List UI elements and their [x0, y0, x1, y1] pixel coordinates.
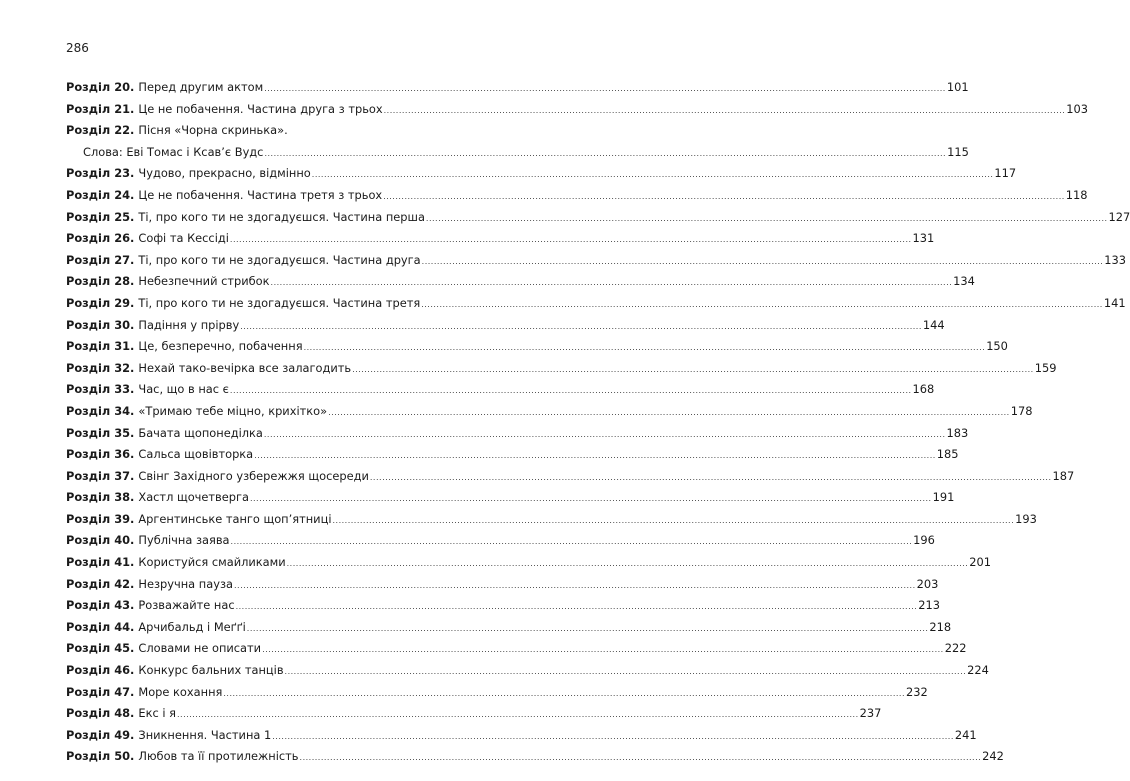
toc-page-number: 178	[1010, 403, 1033, 418]
toc-chapter-title: Екс і я	[138, 706, 176, 721]
toc-page-number: 193	[1015, 511, 1037, 526]
toc-chapter-label: Розділ 36.	[66, 447, 135, 462]
toc-page-number: 159	[1034, 360, 1057, 375]
toc-page-number: 196	[913, 533, 935, 548]
toc-chapter-title: Ті, про кого ти не здогадуєшся. Частина друга	[138, 252, 421, 267]
toc-entry	[66, 123, 472, 145]
toc-chapter-label: Розділ 37.	[66, 468, 135, 483]
toc-dot-leader	[264, 149, 946, 158]
toc-chapter-title: Перед другим актом	[138, 80, 264, 94]
toc-chapter-label: Розділ 42.	[66, 576, 135, 591]
toc-page-number: 168	[912, 382, 935, 397]
toc-dot-leader	[383, 192, 1065, 201]
toc-page-number: 144	[922, 317, 945, 332]
toc-chapter-title: Ті, про кого ти не здогадуєшся. Частина перша	[138, 209, 425, 224]
toc-chapter-label: Розділ 31.	[66, 339, 135, 354]
toc-entry	[66, 706, 882, 728]
toc-entry	[66, 468, 1075, 491]
toc-dot-leader	[240, 322, 922, 331]
toc-chapter-label: Розділ 20.	[66, 80, 135, 94]
toc-page-number: 185	[936, 447, 959, 462]
toc-chapter-title: Арчибальд і Меґґі	[138, 619, 246, 634]
toc-chapter-title: Падіння у прірву	[138, 317, 240, 332]
toc-entry	[66, 403, 1033, 426]
toc-dot-leader	[231, 537, 913, 546]
toc-dot-leader	[287, 559, 969, 568]
toc-page-number: 118	[1065, 187, 1088, 202]
toc-chapter-label: Розділ 49.	[66, 727, 135, 742]
toc-dot-leader	[236, 602, 918, 611]
toc-chapter-label: Розділ 48.	[66, 706, 135, 721]
toc-entry	[66, 360, 1057, 383]
toc-entry	[66, 447, 959, 469]
toc-dot-leader	[352, 365, 1034, 374]
toc-chapter-label: Розділ 40.	[66, 533, 135, 548]
toc-chapter-title: Це не побачення. Частина друга з трьох	[138, 101, 383, 116]
toc-dot-leader	[230, 235, 912, 244]
toc-dot-leader	[426, 214, 1108, 223]
toc-dot-leader	[271, 278, 953, 287]
toc-chapter-title: Незручна пауза	[138, 576, 233, 591]
toc-dot-leader	[332, 516, 1014, 525]
toc-page-number: 115	[947, 144, 969, 159]
toc-entry	[66, 619, 952, 642]
toc-dot-leader	[384, 106, 1066, 115]
toc-dot-leader	[422, 257, 1104, 266]
page-number: 286	[66, 41, 89, 55]
toc-entry	[66, 295, 1126, 318]
toc-page-number: 131	[912, 231, 935, 246]
toc-entry	[66, 252, 1127, 275]
toc-page-number: 117	[994, 166, 1017, 181]
toc-chapter-title: Аргентинське танго щоп’ятниці	[138, 511, 332, 526]
toc-chapter-title: Користуйся смайликами	[138, 555, 286, 570]
toc-chapter-label: Розділ 32.	[66, 360, 135, 375]
toc-chapter-title: Море кохання	[138, 684, 223, 699]
toc-chapter-label: Розділ 34.	[66, 403, 135, 418]
toc-entry	[66, 209, 1130, 232]
toc-chapter-label: Розділ 41.	[66, 555, 135, 570]
toc-chapter-title: Свінг Західного узбережжя щосереди	[138, 468, 369, 483]
toc-page-number: 134	[953, 274, 975, 289]
toc-entry	[66, 555, 992, 577]
toc-page-number: 101	[946, 80, 969, 94]
table-of-contents	[66, 80, 1130, 771]
toc-chapter-label: Розділ 28.	[66, 274, 135, 289]
toc-page-number: 191	[932, 490, 955, 505]
toc-page-number: 213	[918, 598, 940, 613]
toc-chapter-label: Розділ 50.	[66, 749, 135, 764]
toc-dot-leader	[421, 300, 1103, 309]
toc-entry	[66, 533, 935, 555]
toc-chapter-label: Розділ 35.	[66, 425, 135, 440]
toc-page-number: 222	[944, 641, 967, 656]
toc-dot-leader	[304, 343, 986, 352]
toc-chapter-title: Небезпечний стрибок	[138, 274, 270, 289]
toc-page-number: 187	[1052, 468, 1075, 483]
toc-entry	[66, 317, 945, 340]
toc-dot-leader	[177, 710, 859, 719]
toc-chapter-title: Словами не описати	[138, 641, 262, 656]
toc-chapter-title: Публічна заява	[138, 533, 230, 548]
toc-page-number: 103	[1066, 101, 1088, 116]
toc-chapter-title: Ті, про кого ти не здогадуєшся. Частина третя	[138, 295, 421, 310]
toc-page-number: 150	[986, 339, 1008, 354]
toc-chapter-title: «Тримаю тебе міцно, крихітко»	[138, 403, 328, 418]
toc-chapter-title: Сальса щовівторка	[138, 447, 254, 462]
toc-chapter-title: Хастл щочетверга	[138, 490, 249, 505]
toc-entry	[66, 576, 939, 599]
toc-dot-leader	[250, 494, 932, 503]
toc-chapter-label: Розділ 44.	[66, 619, 135, 634]
toc-chapter-label: Розділ 45.	[66, 641, 135, 656]
toc-entry	[66, 144, 969, 167]
toc-chapter-label: Розділ 24.	[66, 187, 135, 202]
toc-entry	[66, 231, 935, 253]
toc-entry	[66, 641, 967, 663]
toc-chapter-label: Розділ 39.	[66, 511, 135, 526]
toc-entry	[66, 382, 935, 404]
toc-page-number: 237	[859, 706, 882, 721]
toc-page-number: 201	[969, 555, 992, 570]
toc-entry	[66, 80, 969, 102]
toc-dot-leader	[230, 386, 912, 395]
toc-chapter-title: Розважайте нас	[138, 598, 235, 613]
toc-chapter-label: Розділ 47.	[66, 684, 135, 699]
toc-chapter-label: Розділ 26.	[66, 231, 135, 246]
toc-entry	[66, 511, 1037, 534]
toc-entry	[66, 490, 955, 512]
toc-page-number: 141	[1103, 295, 1126, 310]
toc-page-number: 133	[1104, 252, 1127, 267]
toc-dot-leader	[300, 753, 982, 762]
toc-page-number: 241	[954, 727, 977, 742]
toc-entry	[66, 274, 975, 296]
toc-chapter-label: Розділ 33.	[66, 382, 135, 397]
toc-chapter-title: Бачата щопонеділка	[138, 425, 263, 440]
toc-dot-leader	[223, 689, 905, 698]
toc-dot-leader	[234, 581, 916, 590]
toc-page-number: 183	[946, 425, 969, 440]
toc-chapter-label: Розділ 43.	[66, 598, 135, 613]
toc-chapter-label: Розділ 46.	[66, 663, 135, 678]
toc-chapter-title: Нехай тако-вечірка все залагодить	[138, 360, 352, 375]
toc-chapter-title: Софі та Кессіді	[138, 231, 229, 246]
toc-chapter-label: Розділ 27.	[66, 252, 135, 267]
toc-chapter-label: Розділ 23.	[66, 166, 135, 181]
toc-chapter-title: Пісня «Чорна скринька».	[138, 123, 288, 138]
toc-dot-leader	[370, 473, 1052, 482]
toc-dot-leader	[247, 624, 929, 633]
toc-chapter-title: Це, безперечно, побачення	[138, 339, 303, 354]
toc-page-number: 242	[982, 749, 1004, 764]
toc-chapter-title: Конкурс бальних танців	[138, 663, 284, 678]
toc-entry	[66, 187, 1088, 210]
toc-chapter-label: Розділ 29.	[66, 295, 135, 310]
toc-chapter-label: Розділ 22.	[66, 123, 135, 138]
toc-chapter-title: Любов та її протилежність	[138, 749, 299, 764]
toc-chapter-label: Розділ 38.	[66, 490, 135, 505]
toc-dot-leader	[312, 170, 994, 179]
toc-page-number: 203	[916, 576, 939, 591]
toc-chapter-label: Розділ 21.	[66, 101, 135, 116]
toc-dot-leader	[272, 732, 954, 741]
toc-dot-leader	[285, 667, 967, 676]
toc-entry	[66, 166, 1017, 188]
toc-chapter-title: Це не побачення. Частина третя з трьох	[138, 187, 383, 202]
toc-entry	[66, 684, 928, 707]
toc-entry	[66, 425, 969, 448]
toc-dot-leader	[264, 430, 946, 439]
toc-dot-leader	[254, 451, 936, 460]
toc-chapter-label: Розділ 30.	[66, 317, 135, 332]
toc-entry	[66, 101, 1088, 124]
toc-entry	[66, 339, 1008, 361]
toc-page-number: 127	[1108, 209, 1130, 224]
toc-entry	[66, 749, 1004, 771]
toc-page-number: 218	[929, 619, 952, 634]
toc-dot-leader	[328, 408, 1010, 417]
toc-dot-leader	[262, 645, 944, 654]
toc-chapter-title: Зникнення. Частина 1	[138, 727, 272, 742]
toc-chapter-label: Розділ 25.	[66, 209, 135, 224]
toc-page-number: 224	[967, 663, 989, 678]
toc-entry	[66, 663, 989, 685]
toc-page-number: 232	[906, 684, 928, 699]
toc-chapter-title: Чудово, прекрасно, відмінно	[138, 166, 311, 181]
toc-chapter-title: Час, що в нас є	[138, 382, 229, 397]
toc-entry	[66, 598, 940, 620]
toc-dot-leader	[264, 84, 946, 93]
toc-entry	[66, 727, 977, 750]
toc-chapter-title: Слова: Еві Томас і Ксав’є Вудс	[83, 144, 264, 159]
